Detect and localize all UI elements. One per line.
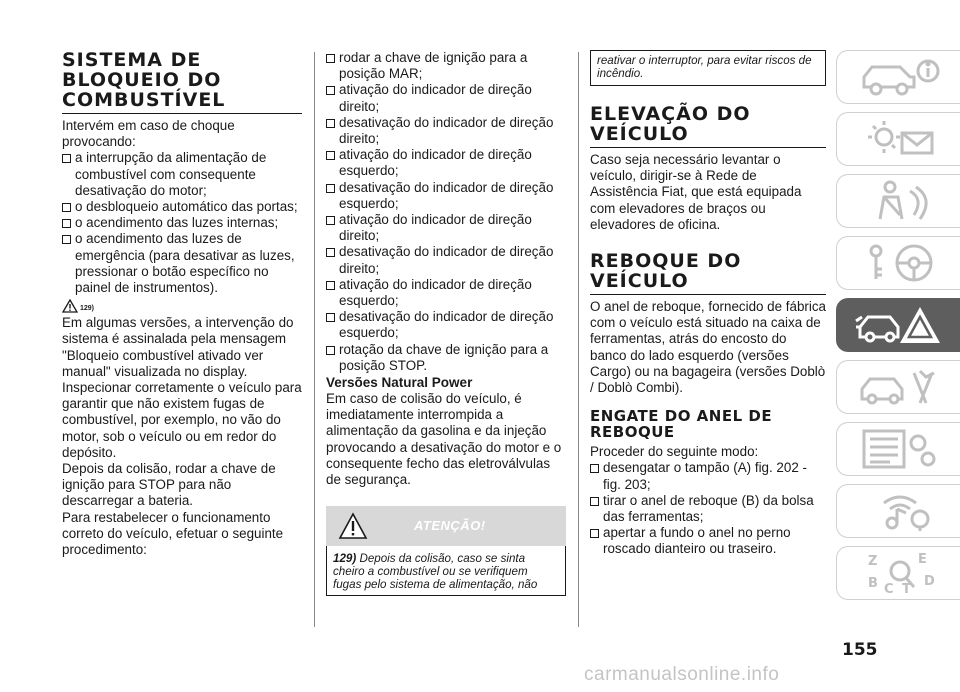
- bullet-box-icon: [326, 54, 335, 63]
- bullet-box-icon: [326, 313, 335, 322]
- tab-lights-messages[interactable]: [836, 112, 960, 166]
- index-letter: D: [923, 574, 935, 589]
- music-nav-icon: [854, 489, 944, 533]
- seatbelt-airbag-icon: [854, 179, 944, 223]
- column-divider: [578, 52, 579, 627]
- index-letter: C: [883, 582, 894, 595]
- car-info-icon: [854, 55, 944, 99]
- warning-number: 129): [80, 305, 95, 313]
- paragraph: Proceder do seguinte modo:: [590, 444, 759, 460]
- list-gears-icon: [854, 427, 944, 471]
- list-item: desativação do indicador de direção direito;: [326, 244, 566, 276]
- list-item: o desbloqueio automático das portas;: [62, 199, 302, 215]
- bullet-box-icon: [590, 529, 599, 538]
- column-3: [590, 50, 826, 558]
- bullet-box-icon: [590, 497, 599, 506]
- column-1: [62, 50, 302, 558]
- key-steering-icon: [854, 241, 944, 285]
- bullet-box-icon: [62, 203, 71, 212]
- tab-car-info[interactable]: [836, 50, 960, 104]
- paragraph: Em algumas versões, a intervenção do sistema é assinalada pela mensagem "Bloqueio combustível ativado ver manual" visualizada no display.: [62, 315, 294, 379]
- index-letters-icon: [854, 551, 944, 595]
- column-divider: [314, 52, 315, 627]
- list-item: ativação do indicador de direção esquerdo;: [326, 277, 566, 309]
- tab-safety[interactable]: [836, 174, 960, 228]
- paragraph: Inspecionar corretamente o veículo para garantir que não existem fugas de combustível, por exemplo, no vão do motor, sob o veículo ou em redor do depósito.: [62, 380, 302, 460]
- attention-header: [326, 506, 566, 546]
- bullet-box-icon: [326, 216, 335, 225]
- bullet-box-icon: [326, 119, 335, 128]
- bullet-box-icon: [590, 464, 599, 473]
- page-number: 155: [842, 640, 878, 660]
- sun-mail-icon: [854, 117, 944, 161]
- list-item: a interrupção da alimentação de combustível com consequente desativação do motor;: [62, 150, 302, 199]
- bullet-box-icon: [62, 219, 71, 228]
- subsection-title-tow-ring: ENGATE DO ANEL DE REBOQUE: [590, 407, 773, 442]
- section-title-lifting: ELEVAÇÃO DO VEÍCULO: [590, 104, 826, 148]
- attention-number: 129): [333, 552, 357, 566]
- attention-box: [326, 546, 566, 596]
- watermark: carmanualsonline.info: [584, 664, 780, 685]
- bullet-box-icon: [326, 346, 335, 355]
- list-item: desativação do indicador de direção direito;: [326, 115, 566, 147]
- index-letter: Z: [867, 554, 877, 569]
- bullet-box-icon: [62, 235, 71, 244]
- list-item: ativação do indicador de direção direito;: [326, 212, 566, 244]
- list-item: o acendimento das luzes internas;: [62, 215, 302, 231]
- tab-multimedia[interactable]: [836, 484, 960, 538]
- chapter-tabs: [836, 50, 960, 608]
- section-title-towing: REBOQUE DO VEÍCULO: [590, 251, 826, 295]
- bullet-box-icon: [326, 151, 335, 160]
- paragraph: Para restabelecer o funcionamento correto do veículo, efetuar o seguinte procedimento:: [62, 509, 284, 558]
- bullet-box-icon: [326, 86, 335, 95]
- warning-triangle-icon: [62, 299, 78, 313]
- list-item: rotação da chave de ignição para a posição STOP.: [326, 342, 566, 374]
- car-wrench-icon: [854, 365, 944, 409]
- index-letter: T: [901, 582, 911, 595]
- list-item: o acendimento das luzes de emergência (para desativar as luzes, pressionar o botão específico no painel de instrumentos).: [62, 231, 302, 296]
- attention-label: ATENÇÃO!: [414, 518, 486, 534]
- car-hazard-icon: [854, 303, 944, 347]
- attention-text: Depois da colisão, caso se sinta cheiro a combustível ou se verifiquem fugas pelo sistema de alimentação, não: [333, 552, 538, 592]
- paragraph: Intervém em caso de choque provocando:: [62, 118, 235, 150]
- section-title-fuel-cutoff: SISTEMA DE BLOQUEIO DO COMBUSTÍVEL: [62, 50, 302, 114]
- bullet-box-icon: [326, 281, 335, 290]
- paragraph: Em caso de colisão do veículo, é imediatamente interrompida a alimentação da gasolina e da injeção provocando a desativação do motor e o consequente fecho das eletroválvulas de segurança.: [326, 391, 562, 488]
- list-item: rodar a chave de ignição para a posição MAR;: [326, 50, 566, 82]
- list-item: desengatar o tampão (A) fig. 202 - fig. 203;: [590, 460, 826, 492]
- list-item: ativação do indicador de direção direito;: [326, 82, 566, 114]
- warning-triangle-icon: [338, 512, 368, 540]
- paragraph: Caso seja necessário levantar o veículo, dirigir-se à Rede de Assistência Fiat, que está equipada com elevadores de braços ou elevadores de oficina.: [590, 152, 802, 232]
- bullet-box-icon: [326, 184, 335, 193]
- tab-technical-data[interactable]: [836, 422, 960, 476]
- list-item: tirar o anel de reboque (B) da bolsa das ferramentas;: [590, 493, 826, 525]
- subheading-natural-power: Versões Natural Power: [326, 375, 473, 391]
- tab-maintenance[interactable]: [836, 360, 960, 414]
- tab-index[interactable]: [836, 546, 960, 600]
- bullet-box-icon: [326, 248, 335, 257]
- paragraph: Depois da colisão, rodar a chave de ignição para STOP para não descarregar a bateria.: [62, 461, 276, 509]
- warning-reference[interactable]: [62, 299, 302, 313]
- bullet-box-icon: [62, 154, 71, 163]
- tab-starting-driving[interactable]: [836, 236, 960, 290]
- index-letter: E: [917, 552, 927, 567]
- paragraph: O anel de reboque, fornecido de fábrica com o veículo está situado na caixa de ferramentas, atrás do encosto do banco do lado esquerdo (versões Cargo) ou na bagageira (versões Doblò / Doblò Combi).: [590, 299, 826, 396]
- list-item: desativação do indicador de direção esquerdo;: [326, 180, 566, 212]
- index-letter: B: [867, 576, 878, 591]
- column-2: [326, 50, 566, 596]
- list-item: apertar a fundo o anel no perno roscado dianteiro ou traseiro.: [590, 525, 826, 557]
- list-item: ativação do indicador de direção esquerdo;: [326, 147, 566, 179]
- attention-continuation-box: reativar o interruptor, para evitar riscos de incêndio.: [590, 50, 826, 86]
- list-item: desativação do indicador de direção esquerdo;: [326, 309, 566, 341]
- tab-emergency[interactable]: [836, 298, 960, 352]
